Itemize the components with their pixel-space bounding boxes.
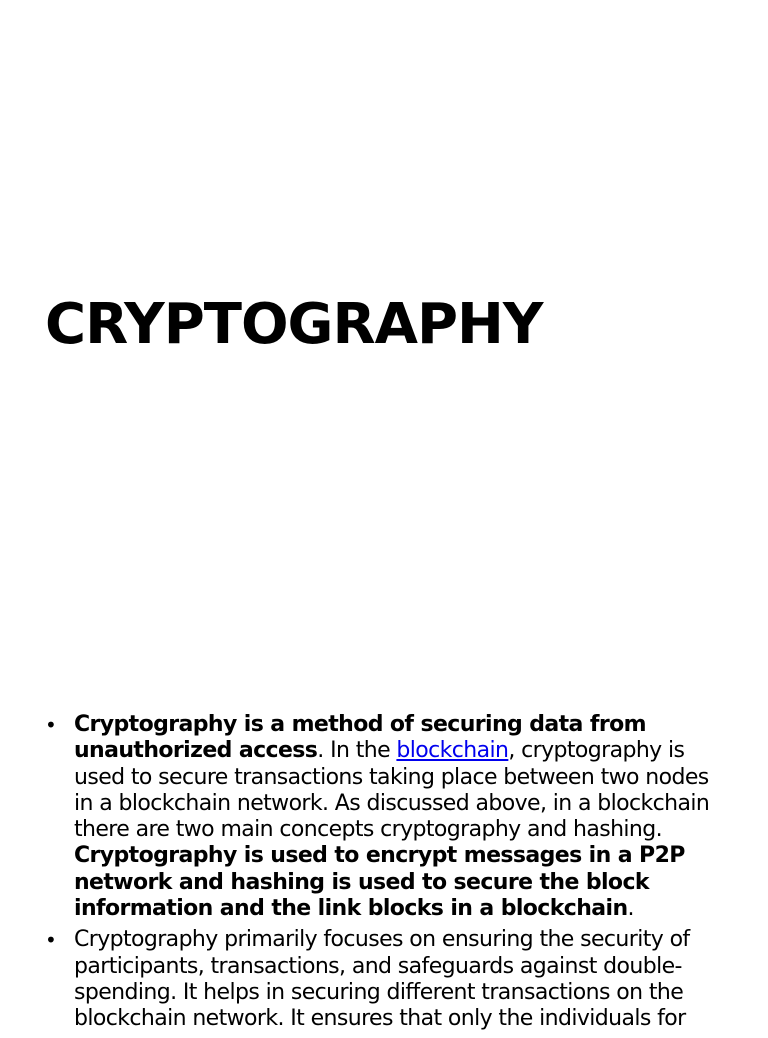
bullet-text: Cryptography primarily focuses on ensuring the security of participants, transactions, and safeguards against double-spending. It helps in securing different transactions on the blockchain network. It ensures that only the individuals for [74,927,690,1032]
bullet-text: , cryptography is used to secure transactions taking place between two nodes in a blockchain network. As discussed above, in a blockchain there are two main concepts cryptography and hashing. [74,738,710,843]
bullet-item [45,712,724,922]
bullet-item [45,927,724,1032]
bullet-end: . [627,896,634,922]
bullet-icon: • [45,928,57,953]
bullet-text: . In the [317,738,397,764]
bullet-bold-lead: Cryptography is a method of securing data from unauthorized access [74,712,646,764]
bullet-bold-tail: Cryptography is used to encrypt messages in a P2P network and hashing is used to secure the block information and the link blocks in a blockchain [74,843,685,922]
slide-title: CRYPTOGRAPHY [45,292,543,357]
bullet-list [45,712,724,1038]
blockchain-link[interactable]: blockchain [396,738,509,764]
bullet-icon: • [45,713,57,737]
